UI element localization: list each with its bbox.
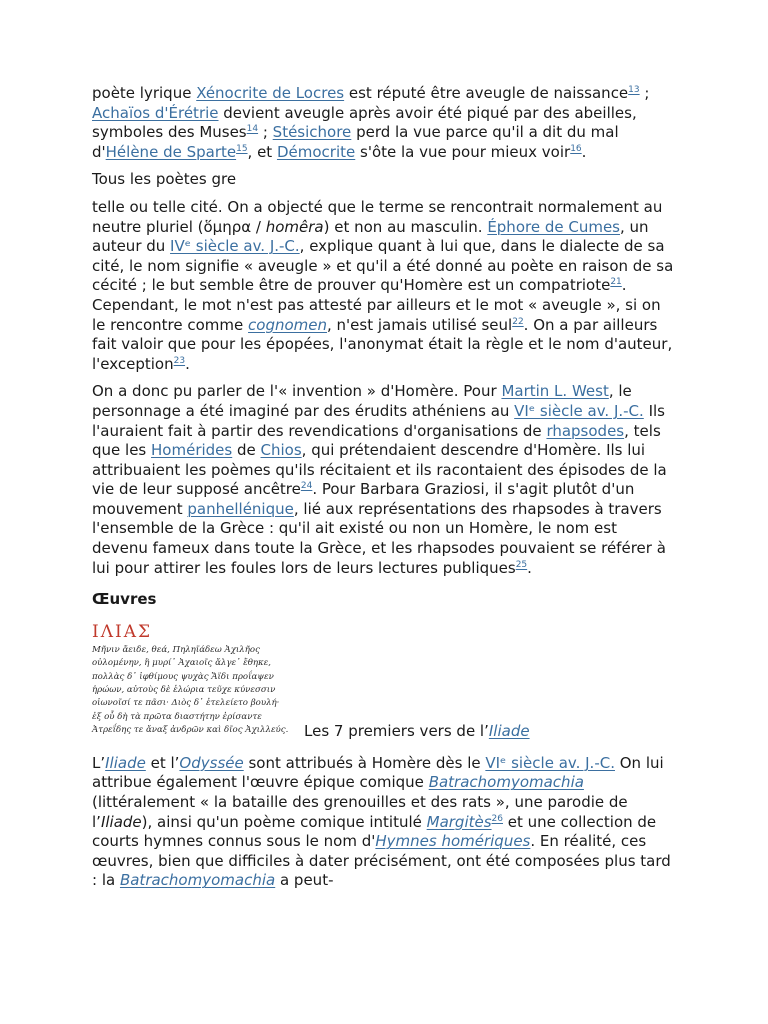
manuscript-verse: οἰωνοῖσί τε πᾶσι· Διὸς δ᾽ ἐτελείετο βουλή· [92, 698, 280, 709]
text: poète lyrique [92, 84, 197, 102]
text: . [581, 142, 587, 161]
text: . Cependant, le mot n'est pas attesté par ailleurs et le mot « aveugle », si on le rencontre comme [92, 276, 661, 334]
footnote-ref[interactable] [628, 85, 639, 95]
link-iliade[interactable]: Iliade [105, 753, 146, 772]
footnote-15[interactable]: 15 [236, 143, 248, 154]
text: . [185, 354, 190, 373]
link-homerides[interactable]: Homérides [151, 441, 233, 460]
text: de [232, 441, 261, 460]
text: ; [639, 84, 650, 102]
manuscript-verse: πολλὰς δ᾽ ἰφθίμους ψυχὰς Ἄϊδι προΐαψεν [92, 671, 274, 682]
text: Ils l'auraient fait à partir des revendications d'organisations de [92, 401, 665, 440]
text: , lié aux représentations des rhapsodes à travers l'ensemble de la Grèce : qu'il ait existé ou non un Homère, le nom est devenu fameux dans toute la Grèce, et les rhapsodes pouvaient se référer à lui pour attirer les foules lors de leurs lectures publiques [92, 499, 666, 577]
manuscript-verse: ἡρώων, αὐτοὺς δὲ ἑλώρια τεῦχε κύνεσσιν [92, 685, 276, 696]
footnote-ref[interactable] [512, 317, 523, 327]
manuscript-title: ΙΛΙΑΣ [92, 621, 153, 642]
link-panhellenique[interactable]: panhellénique [187, 499, 294, 518]
emphasis: Iliade [100, 812, 142, 831]
link-margites[interactable]: Margitès [426, 812, 492, 831]
text: , le personnage a été imaginé par des érudits athéniens au [92, 382, 632, 420]
text: est réputé être aveugle de naissance [344, 84, 629, 102]
link-odyssee[interactable]: Odyssée [179, 753, 244, 772]
link-martin-west[interactable]: Martin L. West [501, 382, 609, 401]
text: et l’ [145, 753, 180, 772]
manuscript-verse: οὐλομένην, ἣ μυρί᾽ Ἀχαιοῖς ἄλγε᾽ ἔθηκε, [92, 658, 272, 669]
footnote-ref[interactable] [247, 124, 258, 134]
link-stesichore[interactable]: Stésichore [272, 123, 352, 142]
manuscript-verse: Ἀτρεΐδης τε ἄναξ ἀνδρῶν καὶ δῖος Ἀχιλλεύς. [92, 725, 289, 736]
footnote-ref[interactable] [570, 144, 581, 154]
emphasis: homêra [265, 217, 324, 236]
text: On lui attribue également l'œuvre épique comique [92, 753, 664, 792]
link-batrachomyomachia[interactable]: Batrachomyomachia [428, 773, 584, 792]
iliad-manuscript-image[interactable] [92, 622, 302, 740]
text: , tels que les [92, 421, 661, 460]
iliad-figure [92, 622, 677, 740]
article-body [92, 84, 677, 899]
link-chios[interactable]: Chios [260, 441, 302, 460]
text: et une collection de courts hymnes connus sous le nom d' [92, 812, 657, 851]
footnote-14[interactable]: 14 [246, 124, 259, 135]
footnote-25[interactable]: 25 [515, 559, 528, 570]
text: . En réalité, ces œuvres, bien que difficiles à dater précisément, ont été composées plus tard : la [92, 832, 671, 890]
text: . On a par ailleurs fait valoir que pour les épopées, l'anonymat était la règle et le nom d'auteur, l'exception [92, 315, 673, 373]
text: sont attribués à Homère dès le [243, 753, 486, 772]
link-iliade-caption[interactable]: Iliade [488, 721, 530, 740]
link-vie-siecle-2[interactable]: VIᵉ siècle av. J.-C. [485, 753, 615, 772]
link-helene-de-sparte[interactable]: Hélène de Sparte [105, 142, 237, 161]
text: a peut- [275, 871, 334, 890]
manuscript-verse: ἐξ οὗ δὴ τὰ πρῶτα διαστήτην ἐρίσαντε [92, 711, 262, 722]
paragraph-works [92, 754, 677, 891]
link-rhapsodes[interactable]: rhapsodes [546, 421, 625, 440]
link-xenocrite[interactable]: Xénocrite de Locres [196, 84, 345, 102]
text: . [527, 558, 532, 577]
text: , qui prétendaient descendre d'Homère. Ils lui attribuaient les poèmes qu'ils récitaient et ils racontaient des épisodes de la vie de leur supposé ancêtre [92, 441, 667, 499]
footnote-24[interactable]: 24 [300, 481, 313, 492]
footnote-ref[interactable] [174, 356, 185, 366]
paragraph-invention [92, 382, 677, 578]
paragraph-name-etymology [92, 198, 677, 374]
link-ive-siecle[interactable]: IVᵉ siècle av. J.-C. [170, 237, 300, 256]
text: perd la vue parce qu'il a dit du mal d' [92, 123, 619, 161]
section-heading-oeuvres: Œuvres [92, 590, 157, 609]
text: devient aveugle après avoir été piqué par des abeilles, symboles des Muses [92, 103, 637, 142]
footnote-21[interactable]: 21 [610, 277, 622, 288]
paragraph-truncated: Tous les poètes gre [92, 170, 237, 189]
text: (littéralement « la bataille des grenouilles et des rats », une parodie de l’ [92, 793, 628, 831]
text: , n'est jamais utilisé seul [327, 315, 513, 334]
link-ephore-de-cumes[interactable]: Éphore de Cumes [487, 217, 620, 236]
text: ; [258, 123, 273, 142]
footnote-23[interactable]: 23 [173, 355, 186, 366]
link-batrachomyomachia-2[interactable]: Batrachomyomachia [119, 871, 276, 890]
link-vie-siecle[interactable]: VIᵉ siècle av. J.-C. [514, 401, 644, 420]
manuscript-verse: Μῆνιν ἄειδε, θεά, Πηληϊάδεω Ἀχιλῆος [92, 644, 260, 655]
footnote-ref[interactable] [516, 560, 527, 570]
footnote-22[interactable]: 22 [512, 316, 524, 327]
text: , et [247, 142, 277, 161]
text: On a donc pu parler de l'« invention » d'Homère. Pour [92, 382, 502, 401]
footnote-13[interactable]: 13 [628, 85, 640, 95]
footnote-ref[interactable] [301, 481, 312, 491]
footnote-16[interactable]: 16 [570, 143, 582, 154]
figure-caption [304, 722, 530, 741]
footnote-26[interactable]: 26 [491, 813, 503, 824]
paragraph-blind-poets [92, 84, 677, 162]
footnote-ref[interactable] [492, 814, 503, 824]
caption-text: Les 7 premiers vers de l’ [304, 721, 489, 740]
text: L’ [92, 753, 106, 772]
footnote-ref[interactable] [610, 277, 621, 287]
text: . Pour Barbara Graziosi, il s'agit plutôt d'un mouvement [92, 480, 635, 518]
text: ) et non au masculin. [323, 217, 488, 236]
text: , un auteur du [92, 217, 649, 256]
link-achaios[interactable]: Achaïos d'Érétrie [92, 103, 219, 122]
footnote-ref[interactable] [236, 144, 247, 154]
link-democrite[interactable]: Démocrite [276, 142, 356, 161]
link-cognomen[interactable]: cognomen [248, 315, 328, 334]
text: telle ou telle cité. On a objecté que le terme se rencontrait normalement au neutre pluriel (ὅμηρα / [92, 197, 663, 236]
link-hymnes-homeriques[interactable]: Hymnes homériques [375, 832, 531, 851]
text: , explique quant à lui que, dans le dialecte de sa cité, le nom signifie « aveugle » et qu'il a été donné au poète en raison de sa cécité ; le but semble être de prouver qu'Homère est un compatriote [92, 237, 674, 295]
text: ), ainsi qu'un poème comique intitulé [141, 812, 427, 831]
text: s'ôte la vue pour mieux voir [355, 142, 571, 161]
